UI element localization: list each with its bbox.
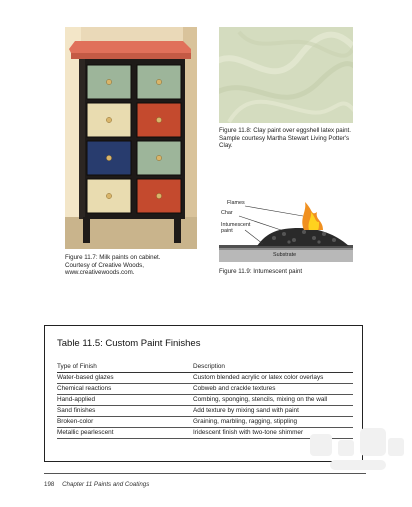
cabinet-photo <box>65 27 197 249</box>
finish-type-cell: Metallic pearlescent <box>57 429 114 436</box>
finish-description-cell: Add texture by mixing sand with paint <box>193 407 299 414</box>
clay-paint-swatch <box>219 27 353 123</box>
finish-description-cell: Cobweb and crackle textures <box>193 385 276 392</box>
drawer-knob <box>106 117 111 122</box>
drawer-knob <box>156 79 161 84</box>
page-footer <box>44 481 149 488</box>
drawer-knob <box>156 117 161 122</box>
finish-type-cell: Broken-color <box>57 418 94 425</box>
finish-description-cell: Graining, marbling, ragging, stippling <box>193 418 298 425</box>
drawer-knob <box>156 193 161 198</box>
figure-11-9-caption: Figure 11.9: Intumescent paint <box>219 268 303 275</box>
finish-description-cell: Iridescent finish with two-tone shimmer <box>193 429 304 436</box>
table-header-row <box>57 363 353 373</box>
figure-11-7-credit: Courtesy of Creative Woods, www.creativewoods.com. <box>65 261 144 277</box>
flames-label: Flames <box>227 200 245 206</box>
figure-11-8-caption <box>219 127 359 150</box>
figure-11-7-caption <box>65 254 200 277</box>
table-row <box>57 385 353 395</box>
watermark-graphic <box>300 420 410 480</box>
drawer-knob <box>106 155 111 160</box>
drawer-knob <box>106 193 111 198</box>
table-title: Table 11.5: Custom Paint Finishes <box>57 338 201 349</box>
header-description: Description <box>193 363 225 370</box>
intumescent-diagram <box>219 196 353 266</box>
chapter-title: Chapter 11 Paints and Coatings <box>62 481 150 488</box>
table-row <box>57 407 353 417</box>
substrate-label: Substrate <box>273 252 297 258</box>
finish-description-cell: Combing, sponging, stencils, mixing on the wall <box>193 396 328 403</box>
table-row <box>57 396 353 406</box>
finish-type-cell: Chemical reactions <box>57 385 112 392</box>
finish-description-cell: Custom blended acrylic or latex color overlays <box>193 374 324 381</box>
page-number: 198 <box>44 481 55 488</box>
drawer-knob <box>106 79 111 84</box>
drawer-knob <box>156 155 161 160</box>
finish-type-cell: Water-based glazes <box>57 374 114 381</box>
header-type-of-finish: Type of Finish <box>57 363 97 370</box>
finish-type-cell: Hand-applied <box>57 396 96 403</box>
figure-11-8-title: Figure 11.8: Clay paint over eggshell latex paint. <box>219 127 351 134</box>
figure-11-8-credit: Sample courtesy Martha Stewart Living Potter's Clay. <box>219 134 350 150</box>
figure-11-7-title: Figure 11.7: Milk paints on cabinet. <box>65 254 161 261</box>
intumescent-label: Intumescent paint <box>221 222 251 234</box>
char-label: Char <box>221 210 233 216</box>
finish-type-cell: Sand finishes <box>57 407 96 414</box>
table-row <box>57 374 353 384</box>
